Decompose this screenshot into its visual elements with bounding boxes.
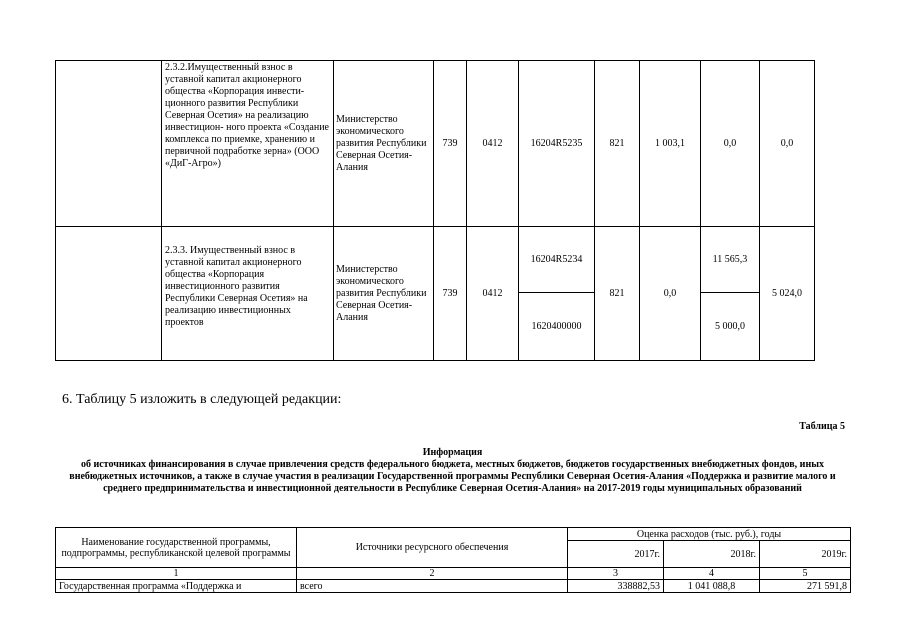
value-col-2: 5 000,0 (701, 293, 760, 361)
measure-description: 2.3.2.Имущественный взнос в уставной капитал акционерного общества «Корпорация инвести- ционного развития Республики Северная Осетия» на реализацию инвестицион- ного проекта «Создание комплекса по приемке, хранению и первичной подработке зерна» (ООО «ДиГ-Агро») (162, 61, 334, 227)
instruction-paragraph: 6. Таблицу 5 изложить в следующей редакции: (62, 392, 342, 407)
value-col-2: 11 565,3 (701, 227, 760, 293)
value-col-1: 0,0 (640, 227, 701, 361)
csr-code: 16204R5234 (519, 227, 595, 293)
empty-cell (56, 61, 162, 227)
source-name: всего (297, 580, 568, 593)
rzpr-code: 0412 (467, 227, 519, 361)
column-number-row (56, 568, 851, 580)
measure-description: 2.3.3. Имущественный взнос в уставной капитал акционерного общества «Корпорация инвестиционного развития Республики Северная Осетия» на реализацию инвестиционных проектов (162, 227, 334, 361)
rzpr-code: 0412 (467, 61, 519, 227)
program-name: Государственная программа «Поддержка и (56, 580, 297, 593)
col1-header: Наименование государственной программы, подпрограммы, республиканской целевой программы (56, 528, 297, 568)
csr-code: 1620400000 (519, 293, 595, 361)
col-number: 3 (568, 568, 664, 580)
table-label: Таблица 5 (799, 421, 845, 432)
value-col-1: 1 003,1 (640, 61, 701, 227)
table-row (56, 580, 851, 593)
value-2019: 271 591,8 (760, 580, 851, 593)
budget-table-top (55, 60, 815, 361)
col-number: 5 (760, 568, 851, 580)
csr-code: 16204R5235 (519, 61, 595, 227)
table-row (56, 61, 815, 227)
vr-code: 821 (595, 227, 640, 361)
year-2018-header: 2018г. (664, 541, 760, 568)
year-2019-header: 2019г. (760, 541, 851, 568)
value-col-2: 0,0 (701, 61, 760, 227)
table-5 (55, 527, 851, 593)
value-col-3: 5 024,0 (760, 227, 815, 361)
ministry-cell: Министерство экономического развития Республики Северная Осетия-Алания (334, 227, 434, 361)
table-row (56, 227, 815, 293)
empty-cell (56, 227, 162, 361)
year-2017-header: 2017г. (568, 541, 664, 568)
group-header: Оценка расходов (тыс. руб.), годы (568, 528, 851, 541)
value-2018: 1 041 088,8 (664, 580, 760, 593)
col-number: 4 (664, 568, 760, 580)
grbs-code: 739 (434, 61, 467, 227)
col2-header: Источники ресурсного обеспечения (297, 528, 568, 568)
heading-title: Информация (422, 447, 483, 458)
table-heading (55, 447, 850, 495)
ministry-cell: Министерство экономического развития Республики Северная Осетия-Алания (334, 61, 434, 227)
vr-code: 821 (595, 61, 640, 227)
value-col-3: 0,0 (760, 61, 815, 227)
grbs-code: 739 (434, 227, 467, 361)
col-number: 1 (56, 568, 297, 580)
value-2017: 338882,53 (568, 580, 664, 593)
table-header-row (56, 528, 851, 541)
heading-body: об источниках финансирования в случае привлечения средств федерального бюджета, местных бюджетов, бюджетов государственных внебюджетных фондов, иных внебюджетных источников, а также в случае участия в реализации Государственной программы Республики Северная Осетия-Алания «Поддержка и развитие малого и среднего предпринимательства и инвестиционной деятельности в Республике Северная Осетия-Алания» на 2017-2019 годы муниципальных образований (69, 459, 836, 494)
col-number: 2 (297, 568, 568, 580)
